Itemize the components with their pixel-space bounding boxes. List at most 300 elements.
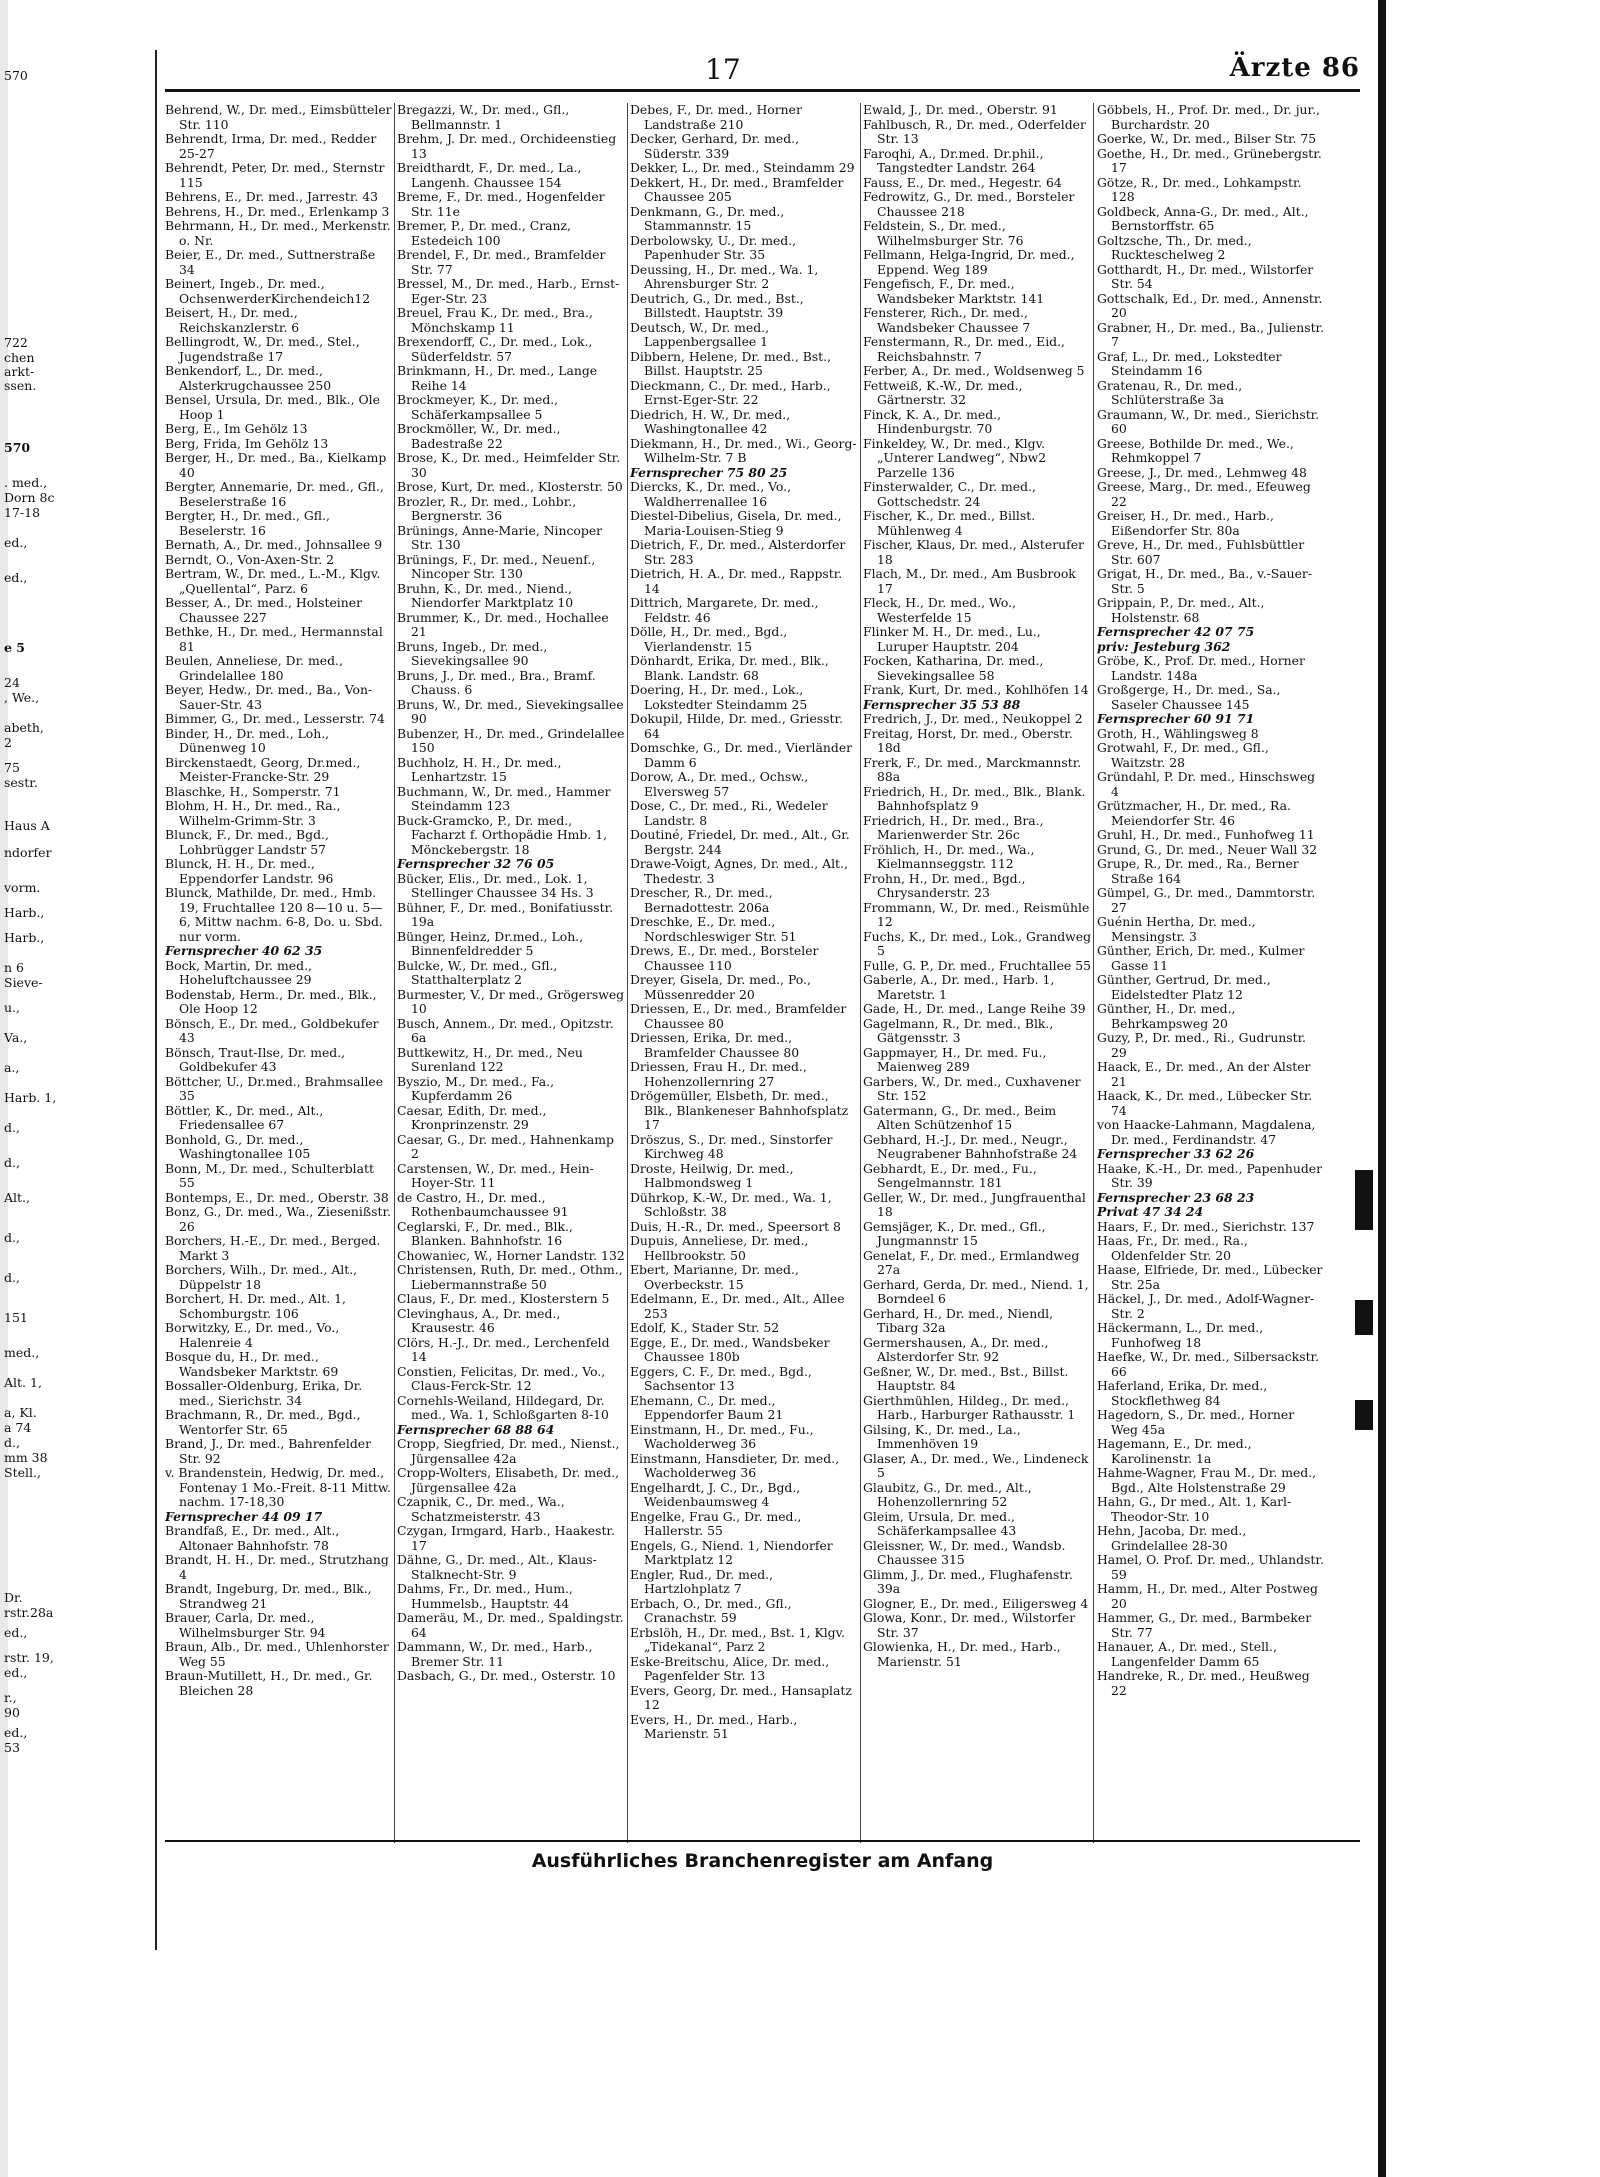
directory-entry: Hahme-Wagner, Frau M., Dr. med., Bgd., Alte Holstenstraße 29 [1097, 1465, 1317, 1495]
directory-entry: Borchers, Wilh., Dr. med., Alt., Düppelstr 18 [165, 1262, 358, 1292]
directory-entry: Fernsprecher 40 62 35 [165, 943, 323, 958]
directory-entry: Finsterwalder, C., Dr. med., Gottschedstr. 24 [863, 479, 1036, 509]
strip-fragment: sestr. [4, 775, 38, 790]
directory-entry: Breuel, Frau K., Dr. med., Bra., Mönchskamp 11 [397, 305, 593, 335]
strip-fragment: d., [4, 1270, 20, 1285]
directory-entry: Dittrich, Margarete, Dr. med., Feldstr. 46 [630, 595, 819, 625]
scan-edge-mark [1355, 1300, 1373, 1335]
directory-entry: Gemsjäger, K., Dr. med., Gfl., Jungmannstr 15 [863, 1218, 1046, 1248]
directory-entry: Bressel, M., Dr. med., Harb., Ernst-Eger-Str. 23 [397, 276, 620, 306]
directory-entry: Beulen, Anneliese, Dr. med., Grindelallee 180 [165, 653, 343, 683]
strip-fragment: 24 [4, 675, 20, 690]
column-2 [397, 103, 625, 1843]
directory-entry: Glaser, A., Dr. med., We., Lindeneck 5 [863, 1450, 1089, 1480]
directory-entry: Gierthmühlen, Hildeg., Dr. med., Harb., Harburger Rathausstr. 1 [863, 1392, 1076, 1422]
column-1 [165, 103, 393, 1843]
directory-entry: Grigat, H., Dr. med., Ba., v.-Sauer-Str. 5 [1097, 566, 1313, 596]
directory-entry: Blaschke, H., Somperstr. 71 [165, 783, 341, 799]
directory-entry: Gilsing, K., Dr. med., La., Immenhöven 19 [863, 1421, 1021, 1451]
directory-entry: Privat 47 34 24 [1097, 1204, 1204, 1219]
directory-entry: Drawe-Voigt, Agnes, Dr. med., Alt., Thedestr. 3 [630, 856, 848, 886]
directory-entry: Derbolowsky, U., Dr. med., Papenhuder Str. 35 [630, 232, 797, 262]
directory-entry: Breme, F., Dr. med., Hogenfelder Str. 11e [397, 189, 605, 219]
directory-entry: Frerk, F., Dr. med., Marckmannstr. 88a [863, 754, 1082, 784]
directory-entry: Garbers, W., Dr. med., Cuxhavener Str. 152 [863, 1073, 1081, 1103]
directory-entry: Genelat, F., Dr. med., Ermlandweg 27a [863, 1247, 1080, 1277]
directory-entry: Brünings, F., Dr. med., Neuenf., Nincoper Str. 130 [397, 551, 596, 581]
directory-entry: Fedrowitz, G., Dr. med., Borsteler Chaussee 218 [863, 189, 1075, 219]
directory-entry: Driessen, E., Dr. med., Bramfelder Chaussee 80 [630, 1001, 847, 1031]
directory-entry: Diercks, K., Dr. med., Vo., Waldherrenallee 16 [630, 479, 792, 509]
directory-entry: Dreschke, E., Dr. med., Nordschleswiger Str. 51 [630, 914, 797, 944]
directory-entry: Dammann, W., Dr. med., Harb., Bremer Str. 11 [397, 1639, 593, 1669]
directory-entry: Glowienka, H., Dr. med., Harb., Marienstr. 51 [863, 1639, 1061, 1669]
directory-entry: Haase, Elfriede, Dr. med., Lübecker Str. 25a [1097, 1262, 1323, 1292]
directory-entry: Burmester, V., Dr med., Grögersweg 10 [397, 986, 625, 1016]
directory-entry: Cropp, Siegfried, Dr. med., Nienst., Jürgensallee 42a [397, 1436, 620, 1466]
directory-entry: Haack, K., Dr. med., Lübecker Str. 74 [1097, 1088, 1313, 1118]
directory-entry: Drews, E., Dr. med., Borsteler Chaussee 110 [630, 943, 819, 973]
directory-entry: Gruhl, H., Dr. med., Funhofweg 11 [1097, 827, 1315, 842]
directory-entry: Behrend, W., Dr. med., Eimsbütteler Str. 110 [165, 103, 392, 132]
directory-entry: Brünings, Anne-Marie, Nincoper Str. 130 [397, 522, 603, 552]
directory-entry: Geßner, W., Dr. med., Bst., Billst. Hauptstr. 84 [863, 1363, 1069, 1393]
directory-entry: Fredrich, J., Dr. med., Neukoppel 2 [863, 711, 1083, 726]
directory-entry: Haas, Fr., Dr. med., Ra., Oldenfelder Str. 20 [1097, 1233, 1248, 1263]
directory-entry: Edelmann, E., Dr. med., Alt., Allee 253 [630, 1291, 845, 1321]
directory-entry: Großgerge, H., Dr. med., Sa., Saseler Chaussee 145 [1097, 682, 1281, 712]
strip-fragment: med., [4, 1345, 40, 1360]
directory-entry: Ceglarski, F., Dr. med., Blk., Blanken. Bahnhofstr. 16 [397, 1218, 573, 1248]
directory-entry: Erbslöh, H., Dr. med., Bst. 1, Klgv. „Tidekanal“, Parz 2 [630, 1624, 846, 1654]
directory-entry: Bonn, M., Dr. med., Schulterblatt 55 [165, 1160, 374, 1190]
directory-entry: Goltzsche, Th., Dr. med., Ruckteschelweg 2 [1097, 232, 1252, 262]
directory-entry: Claus, F., Dr. med., Klosterstern 5 [397, 1291, 610, 1306]
directory-entry: Friedrich, H., Dr. med., Bra., Marienwerder Str. 26c [863, 812, 1044, 842]
directory-entry: Gröbe, K., Prof. Dr. med., Horner Landstr. 148a [1097, 653, 1305, 683]
directory-entry: Greese, Bothilde Dr. med., We., Rehmkoppel 7 [1097, 435, 1294, 465]
directory-entry: Behrens, E., Dr. med., Jarrestr. 43 [165, 189, 379, 204]
directory-entry: Guénin Hertha, Dr. med., Mensingstr. 3 [1097, 914, 1256, 944]
directory-entry: Blunck, Mathilde, Dr. med., Hmb. 19, Fruchtallee 120 8—10 u. 5—6, Mittw nachm. 6-8, Do. u. Sbd. nur vorm. [165, 885, 383, 944]
strip-fragment: ed., [4, 1725, 28, 1740]
directory-entry: Borchers, H.-E., Dr. med., Berged. Markt 3 [165, 1233, 381, 1263]
directory-entry: Constien, Felicitas, Dr. med., Vo., Claus-Ferck-Str. 12 [397, 1363, 606, 1393]
directory-entry: Bönsch, E., Dr. med., Goldbekufer 43 [165, 1015, 379, 1045]
directory-entry: Dieckmann, C., Dr. med., Harb., Ernst-Eger-Str. 22 [630, 377, 831, 407]
page-header [165, 45, 1360, 95]
directory-entry: Dührkop, K.-W., Dr. med., Wa. 1, Schloßstr. 38 [630, 1189, 832, 1219]
section-title: Ärzte 86 [1229, 53, 1360, 83]
directory-entry: Bontemps, E., Dr. med., Oberstr. 38 [165, 1189, 389, 1205]
footer-note: Ausführliches Branchenregister am Anfang [531, 1850, 994, 1872]
scan-edge-mark [1355, 1170, 1373, 1230]
directory-entry: Drögemüller, Elsbeth, Dr. med., Blk., Blankeneser Bahnhofsplatz 17 [630, 1088, 849, 1132]
directory-entry: Doutiné, Friedel, Dr. med., Alt., Gr. Bergstr. 244 [630, 827, 850, 857]
directory-entry: Bünger, Heinz, Dr.med., Loh., Binnenfeldredder 5 [397, 928, 584, 958]
directory-entry: Bimmer, G., Dr. med., Lesserstr. 74 [165, 711, 385, 726]
directory-entry: Bremer, P., Dr. med., Cranz, Estedeich 100 [397, 218, 571, 248]
directory-entry: Bergter, Annemarie, Dr. med., Gfl., Beselerstraße 16 [165, 479, 384, 509]
strip-fragment: a 74 [4, 1420, 32, 1435]
directory-entry: Goldbeck, Anna-G., Dr. med., Alt., Bernstorffstr. 65 [1097, 203, 1309, 233]
directory-entry: Gebhard, H.-J., Dr. med., Neugr., Neugrabener Bahnhofstraße 24 [863, 1131, 1078, 1161]
directory-entry: Egge, E., Dr. med., Wandsbeker Chaussee 180b [630, 1334, 830, 1364]
directory-entry: Häckel, J., Dr. med., Adolf-Wagner-Str. 2 [1097, 1291, 1315, 1321]
directory-entry: Ferber, A., Dr. med., Woldsenweg 5 [863, 363, 1085, 378]
directory-entry: Blunck, H. H., Dr. med., Eppendorfer Landstr. 96 [165, 856, 334, 886]
directory-entry: Buck-Gramcko, P., Dr. med., Facharzt f. Orthopädie Hmb. 1, Mönckebergstr. 18 [397, 812, 608, 857]
directory-entry: Busch, Annem., Dr. med., Opitzstr. 6a [397, 1015, 614, 1045]
directory-entry: Glimm, J., Dr. med., Flughafenstr. 39a [863, 1566, 1073, 1596]
directory-entry: Gleissner, W., Dr. med., Wandsb. Chaussee 315 [863, 1537, 1066, 1567]
directory-entry: Dietrich, H. A., Dr. med., Rappstr. 14 [630, 566, 843, 596]
directory-entry: Czygan, Irmgard, Harb., Haakestr. 17 [397, 1523, 615, 1553]
directory-entry: Deutsch, W., Dr. med., Lappenbergsallee 1 [630, 319, 770, 349]
strip-fragment: Alt., [4, 1190, 30, 1205]
directory-entry: Brendel, F., Dr. med., Bramfelder Str. 77 [397, 247, 606, 277]
directory-entry: Denkmann, G., Dr. med., Stammannstr. 15 [630, 203, 785, 233]
directory-entry: Dölle, H., Dr. med., Bgd., Vierlandenstr. 15 [630, 624, 788, 654]
strip-fragment: d., [4, 1120, 20, 1135]
strip-fragment: Haus A [4, 818, 50, 833]
directory-entry: Cornehls-Weiland, Hildegard, Dr. med., Wa. 1, Schloßgarten 8-10 [397, 1392, 609, 1422]
directory-entry: Clörs, H.-J., Dr. med., Lerchenfeld 14 [397, 1334, 610, 1364]
directory-entry: Gratenau, R., Dr. med., Schlüterstraße 3a [1097, 377, 1243, 407]
directory-entry: Fernsprecher 32 76 05 [397, 856, 555, 871]
strip-fragment: 53 [4, 1740, 20, 1755]
directory-entry: Carstensen, W., Dr. med., Hein-Hoyer-Str. 11 [397, 1160, 594, 1190]
strip-fragment: 2 [4, 735, 12, 750]
directory-entry: Bosque du, H., Dr. med., Wandsbeker Marktstr. 69 [165, 1349, 339, 1379]
page-number: 17 [705, 53, 741, 86]
strip-fragment: 90 [4, 1705, 20, 1720]
directory-entry: Greese, J., Dr. med., Lehmweg 48 [1097, 464, 1307, 480]
strip-fragment: u., [4, 1000, 20, 1015]
directory-entry: Brinkmann, H., Dr. med., Lange Reihe 14 [397, 363, 598, 393]
directory-columns [165, 103, 1360, 1843]
directory-entry: priv: Jesteburg 362 [1097, 638, 1231, 654]
directory-entry: Greese, Marg., Dr. med., Efeuweg 22 [1097, 479, 1311, 509]
directory-entry: Evers, Georg, Dr. med., Hansaplatz 12 [630, 1682, 852, 1712]
directory-entry: Gatermann, G., Dr. med., Beim Alten Schützenhof 15 [863, 1102, 1057, 1132]
strip-fragment: Harb., [4, 905, 45, 920]
directory-entry: Fensterer, Rich., Dr. med., Wandsbeker Chaussee 7 [863, 305, 1031, 335]
directory-entry: Einstmann, H., Dr. med., Fu., Wacholderweg 36 [630, 1421, 814, 1451]
directory-entry: Goethe, H., Dr. med., Grünebergstr. 17 [1097, 145, 1322, 175]
directory-entry: Hamm, H., Dr. med., Alter Postweg 20 [1097, 1581, 1318, 1611]
directory-entry: Fauss, E., Dr. med., Hegestr. 64 [863, 174, 1062, 190]
directory-entry: Dekker, L., Dr. med., Steindamm 29 [630, 160, 855, 175]
strip-fragment: ssen. [4, 378, 37, 393]
directory-entry: Braun, Alb., Dr. med., Uhlenhorster Weg 55 [165, 1639, 389, 1669]
directory-entry: Beier, E., Dr. med., Suttnerstraße 34 [165, 247, 376, 277]
directory-entry: Finkeldey, W., Dr. med., Klgv. „Unterer Landweg“, Nbw2 Parzelle 136 [863, 435, 1047, 480]
directory-entry: Brockmeyer, K., Dr. med., Schäferkampsallee 5 [397, 392, 559, 422]
directory-entry: Eggers, C. F., Dr. med., Bgd., Sachsentor 13 [630, 1363, 812, 1393]
directory-entry: Bruns, J., Dr. med., Bra., Bramf. Chauss. 6 [397, 667, 596, 697]
directory-entry: Berg, E., Im Gehölz 13 [165, 421, 308, 436]
directory-entry: Dekkert, H., Dr. med., Bramfelder Chaussee 205 [630, 174, 844, 204]
directory-entry: Frommann, W., Dr. med., Reismühle 12 [863, 899, 1090, 929]
directory-entry: Engelke, Frau G., Dr. med., Hallerstr. 55 [630, 1508, 802, 1538]
directory-entry: Dietrich, F., Dr. med., Alsterdorfer Str. 283 [630, 537, 846, 567]
strip-fragment: r., [4, 1690, 17, 1705]
previous-page-strip [0, 50, 157, 1950]
directory-entry: Fernsprecher 23 68 23 [1097, 1189, 1255, 1205]
directory-entry: Graumann, W., Dr. med., Sierichstr. 60 [1097, 406, 1320, 436]
directory-entry: Göbbels, H., Prof. Dr. med., Dr. jur., Burchardstr. 20 [1097, 103, 1320, 132]
strip-fragment: vorm. [4, 880, 41, 895]
directory-entry: Deussing, H., Dr. med., Wa. 1, Ahrensburger Str. 2 [630, 261, 819, 291]
strip-fragment: Harb., [4, 930, 45, 945]
directory-entry: Bodenstab, Herm., Dr. med., Blk., Ole Hoop 12 [165, 986, 377, 1016]
strip-fragment: Va., [4, 1030, 28, 1045]
strip-fragment: Stell., [4, 1465, 41, 1480]
directory-entry: Brozler, R., Dr. med., Lohbr., Bergnerstr. 36 [397, 493, 577, 523]
directory-entry: Gebhardt, E., Dr. med., Fu., Sengelmannstr. 181 [863, 1160, 1037, 1190]
directory-entry: Hagedorn, S., Dr. med., Horner Weg 45a [1097, 1407, 1295, 1437]
directory-entry: Fleck, H., Dr. med., Wo., Westerfelde 15 [863, 595, 1017, 625]
directory-entry: Gotthardt, H., Dr. med., Wilstorfer Str. 54 [1097, 261, 1314, 291]
strip-fragment: arkt- [4, 364, 35, 379]
directory-entry: Fuchs, K., Dr. med., Lok., Grandweg 5 [863, 928, 1091, 958]
directory-entry: Gappmayer, H., Dr. med. Fu., Maienweg 289 [863, 1044, 1047, 1074]
directory-entry: Hamel, O. Prof. Dr. med., Uhlandstr. 59 [1097, 1552, 1324, 1582]
directory-entry: Bossaller-Oldenburg, Erika, Dr. med., Sierichstr. 34 [165, 1378, 363, 1408]
directory-entry: Bernath, A., Dr. med., Johnsallee 9 [165, 537, 383, 552]
directory-page [165, 45, 1360, 1925]
directory-entry: Fischer, K., Dr. med., Billst. Mühlenweg 4 [863, 508, 1036, 538]
directory-entry: Czapnik, C., Dr. med., Wa., Schatzmeisterstr. 43 [397, 1494, 565, 1524]
directory-entry: Freitag, Horst, Dr. med., Oberstr. 18d [863, 725, 1073, 755]
strip-fragment: ndorfer [4, 845, 52, 860]
directory-entry: Goerke, W., Dr. med., Bilser Str. 75 [1097, 131, 1317, 146]
directory-entry: Flach, M., Dr. med., Am Busbrook 17 [863, 566, 1076, 596]
directory-entry: v. Brandenstein, Hedwig, Dr. med., Fontenay 1 Mo.-Freit. 8-11 Mittw. nachm. 17-18,30 [165, 1465, 391, 1509]
directory-entry: Debes, F., Dr. med., Horner Landstraße 210 [630, 103, 802, 132]
directory-entry: Fernsprecher 75 80 25 [630, 464, 788, 480]
directory-entry: Beinert, Ingeb., Dr. med., OchsenwerderKirchendeich12 [165, 276, 371, 306]
directory-entry: Bruhn, K., Dr. med., Niend., Niendorfer Marktplatz 10 [397, 580, 574, 610]
strip-fragment: chen [4, 350, 35, 365]
directory-entry: Gerhard, H., Dr. med., Niendl, Tibarg 32a [863, 1305, 1054, 1335]
directory-entry: Guzy, P., Dr. med., Ri., Gudrunstr. 29 [1097, 1030, 1307, 1060]
directory-entry: Haake, K.-H., Dr. med., Papenhuder Str. 39 [1097, 1160, 1323, 1190]
directory-entry: Dorow, A., Dr. med., Ochsw., Elversweg 57 [630, 769, 809, 799]
directory-entry: Droste, Heilwig, Dr. med., Halbmondsweg 1 [630, 1160, 794, 1190]
strip-fragment: n 6 [4, 960, 24, 975]
directory-entry: Frank, Kurt, Dr. med., Kohlhöfen 14 [863, 682, 1089, 697]
directory-entry: von Haacke-Lahmann, Magdalena, Dr. med., Ferdinandstr. 47 [1097, 1117, 1316, 1147]
directory-entry: Dameräu, M., Dr. med., Spaldingstr. 64 [397, 1610, 624, 1640]
directory-entry: Gründahl, P. Dr. med., Hinschsweg 4 [1097, 769, 1316, 799]
directory-entry: Haars, F., Dr. med., Sierichstr. 137 [1097, 1218, 1315, 1234]
directory-entry: Bock, Martin, Dr. med., Hoheluftchaussee 29 [165, 957, 312, 987]
directory-entry: Gottschalk, Ed., Dr. med., Annenstr. 20 [1097, 290, 1323, 320]
column-4 [863, 103, 1091, 1843]
directory-entry: Dupuis, Anneliese, Dr. med., Hellbrookstr. 50 [630, 1233, 809, 1263]
strip-fragment: 570 [4, 68, 28, 83]
directory-entry: Greiser, H., Dr. med., Harb., Eißendorfer Str. 80a [1097, 508, 1274, 538]
directory-entry: Grabner, H., Dr. med., Ba., Julienstr. 7 [1097, 319, 1325, 349]
directory-entry: Fahlbusch, R., Dr. med., Oderfelder Str. 13 [863, 116, 1086, 146]
directory-entry: Gagelmann, R., Dr. med., Blk., Gätgensstr. 3 [863, 1015, 1054, 1045]
directory-entry: Binder, H., Dr. med., Loh., Dünenweg 10 [165, 725, 330, 755]
strip-fragment: 75 [4, 760, 20, 775]
directory-entry: Greve, H., Dr. med., Fuhlsbüttler Str. 607 [1097, 537, 1305, 567]
directory-entry: Driessen, Frau H., Dr. med., Hohenzollernring 27 [630, 1059, 807, 1089]
directory-entry: Häckermann, L., Dr. med., Funhofweg 18 [1097, 1320, 1264, 1350]
strip-fragment: Sieve- [4, 975, 43, 990]
column-5 [1097, 103, 1325, 1843]
strip-fragment: d., [4, 1155, 20, 1170]
strip-fragment: ed., [4, 535, 28, 550]
directory-entry: Dröszus, S., Dr. med., Sinstorfer Kirchweg 48 [630, 1131, 833, 1161]
directory-entry: Brand, J., Dr. med., Bahrenfelder Str. 92 [165, 1436, 372, 1466]
directory-entry: Fellmann, Helga-Ingrid, Dr. med., Eppend. Weg 189 [863, 247, 1075, 277]
directory-entry: Buchmann, W., Dr. med., Hammer Steindamm 123 [397, 783, 611, 813]
directory-entry: Bulcke, W., Dr. med., Gfl., Statthalterplatz 2 [397, 957, 558, 987]
scan-right-border [1378, 0, 1386, 2177]
directory-entry: Dähne, G., Dr. med., Alt., Klaus-Stalknecht-Str. 9 [397, 1552, 597, 1582]
directory-entry: Fenstermann, R., Dr. med., Eid., Reichsbahnstr. 7 [863, 334, 1065, 364]
directory-entry: Bücker, Elis., Dr. med., Lok. 1, Stellinger Chaussee 34 Hs. 3 [397, 870, 594, 900]
directory-entry: Grotwahl, F., Dr. med., Gfl., Waitzstr. 28 [1097, 740, 1269, 770]
directory-entry: Brose, K., Dr. med., Heimfelder Str. 30 [397, 450, 621, 480]
directory-entry: Bonz, G., Dr. med., Wa., Ziesenißstr. 26 [165, 1204, 391, 1234]
directory-entry: Buchholz, H. H., Dr. med., Lenhartzstr. 15 [397, 754, 562, 784]
strip-fragment: . med., [4, 475, 48, 490]
directory-entry: Fulle, G. P., Dr. med., Fruchtallee 55 [863, 957, 1091, 973]
directory-entry: Grippain, P., Dr. med., Alt., Holstenstr. 68 [1097, 595, 1265, 625]
directory-entry: Dahms, Fr., Dr. med., Hum., Hummelsb., Hauptstr. 44 [397, 1581, 573, 1611]
directory-entry: Diestel-Dibelius, Gisela, Dr. med., Maria-Louisen-Stieg 9 [630, 508, 842, 538]
directory-entry: Evers, H., Dr. med., Harb., Marienstr. 51 [630, 1711, 798, 1741]
directory-entry: Behrmann, H., Dr. med., Merkenstr. o. Nr. [165, 218, 391, 248]
directory-entry: Glogner, E., Dr. med., Eiligersweg 4 [863, 1595, 1089, 1611]
directory-entry: Gümpel, G., Dr. med., Dammtorstr. 27 [1097, 885, 1316, 915]
directory-entry: Friedrich, H., Dr. med., Blk., Blank. Bahnhofsplatz 9 [863, 783, 1086, 813]
directory-entry: Birckenstaedt, Georg, Dr.med., Meister-Francke-Str. 29 [165, 754, 361, 784]
directory-entry: Grützmacher, H., Dr. med., Ra. Meiendorfer Str. 46 [1097, 798, 1291, 828]
directory-entry: Gerhard, Gerda, Dr. med., Niend. 1, Borndeel 6 [863, 1276, 1089, 1306]
strip-fragment: e 5 [4, 640, 26, 655]
strip-fragment: a., [4, 1060, 20, 1075]
directory-entry: Dibbern, Helene, Dr. med., Bst., Billst. Hauptstr. 25 [630, 348, 832, 378]
directory-entry: Gleim, Ursula, Dr. med., Schäferkampsallee 43 [863, 1508, 1017, 1538]
directory-entry: Grund, G., Dr. med., Neuer Wall 32 [1097, 841, 1318, 857]
directory-entry: Dönhardt, Erika, Dr. med., Blk., Blank. Landstr. 68 [630, 653, 829, 683]
directory-entry: Grupe, R., Dr. med., Ra., Berner Straße 164 [1097, 856, 1299, 886]
directory-entry: Cropp-Wolters, Elisabeth, Dr. med., Jürgensallee 42a [397, 1465, 620, 1495]
directory-entry: Böttcher, U., Dr.med., Brahmsallee 35 [165, 1073, 384, 1103]
directory-entry: Germershausen, A., Dr. med., Alsterdorfer Str. 92 [863, 1334, 1049, 1364]
directory-entry: Buttkewitz, H., Dr. med., Neu Surenland 122 [397, 1044, 583, 1074]
strip-fragment: , We., [4, 690, 40, 705]
directory-entry: Bühner, F., Dr. med., Bonifatiusstr. 19a [397, 899, 614, 929]
directory-entry: Handreke, R., Dr. med., Heußweg 22 [1097, 1668, 1310, 1698]
strip-fragment: rstr. 19, [4, 1650, 54, 1665]
directory-entry: Duis, H.-R., Dr. med., Speersort 8 [630, 1218, 841, 1234]
directory-entry: Brexendorff, C., Dr. med., Lok., Süderfeldstr. 57 [397, 334, 593, 364]
directory-entry: Frohn, H., Dr. med., Bgd., Chrysanderstr. 23 [863, 870, 1026, 900]
directory-entry: Fernsprecher 33 62 26 [1097, 1146, 1255, 1161]
strip-fragment: mm 38 [4, 1450, 48, 1465]
directory-entry: Brummer, K., Dr. med., Hochallee 21 [397, 609, 609, 639]
strip-fragment: ed., [4, 570, 28, 585]
directory-entry: Behrens, H., Dr. med., Erlenkamp 3 [165, 203, 390, 219]
strip-fragment: 722 [4, 335, 28, 350]
directory-entry: Ewald, J., Dr. med., Oberstr. 91 [863, 103, 1058, 117]
directory-entry: Brachmann, R., Dr. med., Bgd., Wentorfer Str. 65 [165, 1407, 361, 1437]
directory-entry: Berger, H., Dr. med., Ba., Kielkamp 40 [165, 450, 387, 480]
directory-entry: Bönsch, Traut-Ilse, Dr. med., Goldbekufer 43 [165, 1044, 346, 1074]
directory-entry: Bensel, Ursula, Dr. med., Blk., Ole Hoop 1 [165, 392, 380, 422]
directory-entry: Byszio, M., Dr. med., Fa., Kupferdamm 26 [397, 1073, 555, 1103]
directory-entry: Chowaniec, W., Horner Landstr. 132 [397, 1247, 625, 1263]
strip-fragment: Alt. 1, [4, 1375, 42, 1390]
directory-entry: Engels, G., Niend. 1, Niendorfer Marktplatz 12 [630, 1537, 833, 1567]
directory-entry: Borchert, H. Dr. med., Alt. 1, Schomburgstr. 106 [165, 1291, 346, 1321]
directory-entry: Bruns, W., Dr. med., Sievekingsallee 90 [397, 696, 624, 726]
scan-edge-mark [1355, 1400, 1373, 1430]
directory-entry: Brehm, J. Dr. med., Orchideenstieg 13 [397, 131, 617, 161]
strip-fragment: Harb. 1, [4, 1090, 57, 1105]
directory-entry: Brauer, Carla, Dr. med., Wilhelmsburger Str. 94 [165, 1610, 326, 1640]
directory-entry: Günther, Erich, Dr. med., Kulmer Gasse 11 [1097, 943, 1305, 973]
directory-entry: Driessen, Erika, Dr. med., Bramfelder Chaussee 80 [630, 1030, 800, 1060]
directory-entry: Fernsprecher 42 07 75 [1097, 624, 1255, 639]
directory-entry: Fernsprecher 68 88 64 [397, 1421, 555, 1437]
column-3 [630, 103, 858, 1843]
directory-entry: Brose, Kurt, Dr. med., Klosterstr. 50 [397, 479, 623, 494]
column-divider [1093, 103, 1094, 1843]
header-rule [165, 89, 1360, 92]
directory-entry: Einstmann, Hansdieter, Dr. med., Wacholderweg 36 [630, 1450, 840, 1480]
column-divider [860, 103, 861, 1843]
directory-entry: Dose, C., Dr. med., Ri., Wedeler Landstr. 8 [630, 798, 828, 828]
directory-entry: Fernsprecher 44 09 17 [165, 1508, 323, 1524]
directory-entry: Brandfaß, E., Dr. med., Alt., Altonaer Bahnhofstr. 78 [165, 1523, 340, 1553]
directory-entry: Bruns, Ingeb., Dr. med., Sievekingsallee 90 [397, 638, 548, 668]
directory-entry: Engelhardt, J. C., Dr., Bgd., Weidenbaumsweg 4 [630, 1479, 801, 1509]
strip-fragment: abeth, [4, 720, 44, 735]
strip-fragment: 151 [4, 1310, 28, 1325]
directory-entry: Behrendt, Irma, Dr. med., Redder 25-27 [165, 131, 377, 161]
directory-entry: Diedrich, H. W., Dr. med., Washingtonallee 42 [630, 406, 791, 436]
directory-entry: Caesar, G., Dr. med., Hahnenkamp 2 [397, 1131, 614, 1161]
directory-entry: Hammer, G., Dr. med., Barmbeker Str. 77 [1097, 1610, 1312, 1640]
strip-fragment: ed., [4, 1625, 28, 1640]
directory-entry: Faroqhi, A., Dr.med. Dr.phil., Tangstedter Landstr. 264 [863, 145, 1044, 175]
directory-entry: Berg, Frida, Im Gehölz 13 [165, 435, 329, 451]
strip-fragment: ed., [4, 1665, 28, 1680]
directory-entry: Dokupil, Hilde, Dr. med., Griesstr. 64 [630, 711, 844, 741]
directory-entry: Glaubitz, G., Dr. med., Alt., Hohenzollernring 52 [863, 1479, 1032, 1509]
directory-entry: Blohm, H. H., Dr. med., Ra., Wilhelm-Grimm-Str. 3 [165, 798, 341, 828]
strip-fragment: 570 [4, 440, 31, 455]
directory-entry: Bonhold, G., Dr. med., Washingtonallee 105 [165, 1131, 311, 1161]
column-divider [627, 103, 628, 1843]
directory-entry: Bellingrodt, W., Dr. med., Stel., Jugendstraße 17 [165, 334, 360, 364]
directory-entry: Dasbach, G., Dr. med., Osterstr. 10 [397, 1668, 616, 1683]
directory-entry: Brockmöller, W., Dr. med., Badestraße 22 [397, 421, 561, 451]
directory-entry: Decker, Gerhard, Dr. med., Süderstr. 339 [630, 131, 800, 161]
directory-entry: Ebert, Marianne, Dr. med., Overbeckstr. 15 [630, 1262, 799, 1292]
directory-entry: Bregazzi, W., Dr. med., Gfl., Bellmannstr. 1 [397, 103, 570, 132]
directory-entry: Brandt, H. H., Dr. med., Strutzhang 4 [165, 1552, 389, 1582]
